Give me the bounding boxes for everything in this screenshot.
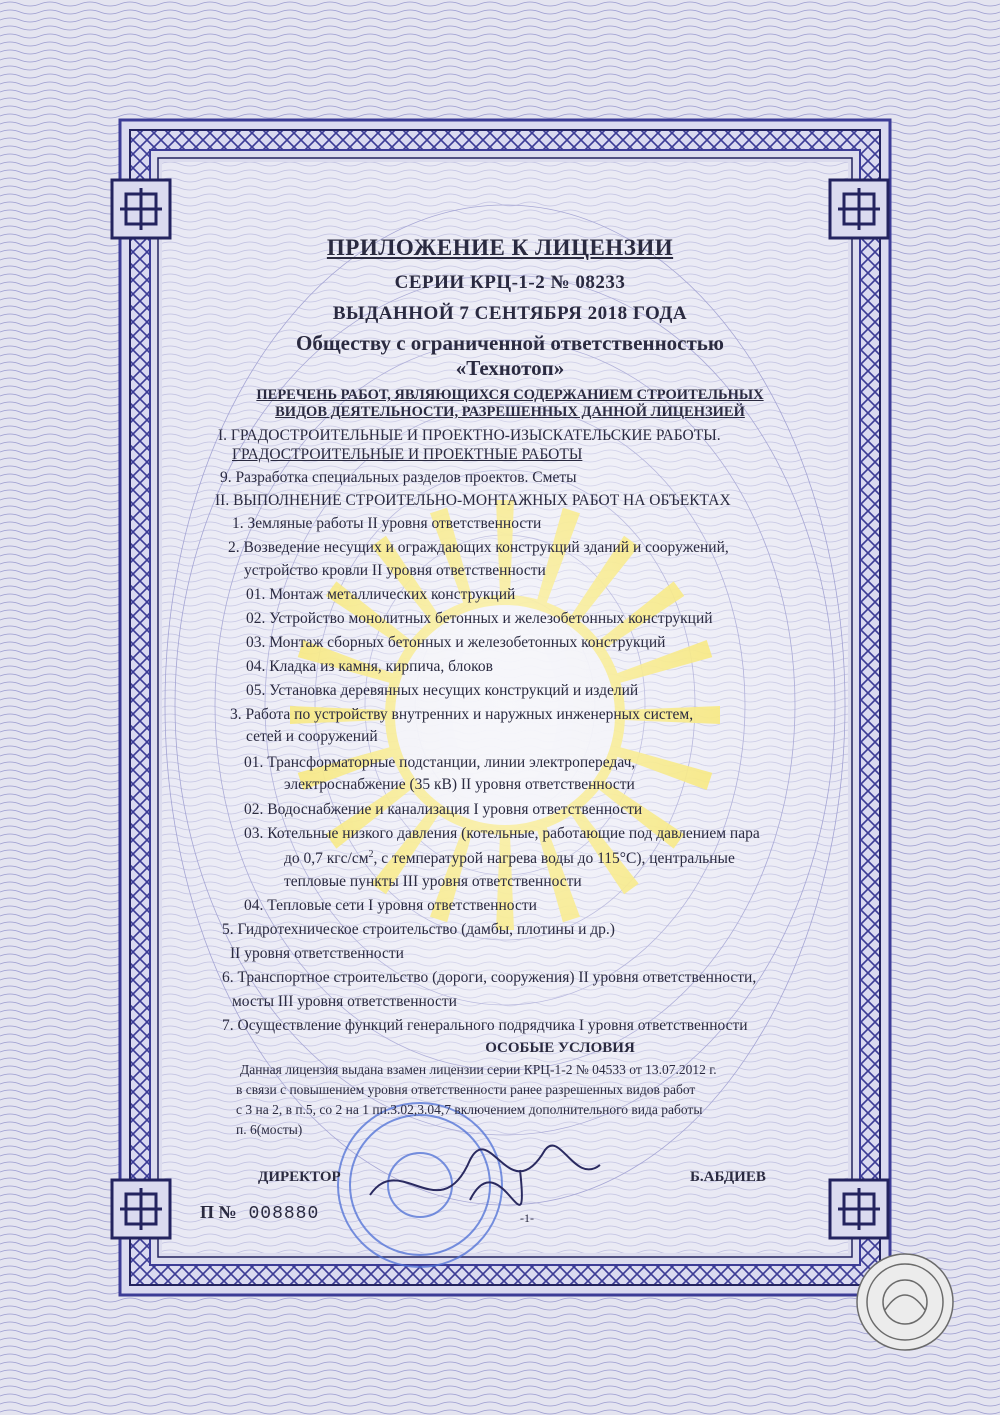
special-line-2: в связи с повышением уровня ответственности ранее разрешенных видов работ: [236, 1082, 696, 1097]
director-label: ДИРЕКТОР: [258, 1169, 341, 1185]
item-2-03: 03. Монтаж сборных бетонных и железобетонных конструкций: [246, 634, 666, 651]
works-header-line-2: ВИДОВ ДЕЯТЕЛЬНОСТИ, РАЗРЕШЕННЫХ ДАННОЙ ЛИЦЕНЗИЕЙ: [275, 404, 745, 420]
section-2-title: II. ВЫПОЛНЕНИЕ СТРОИТЕЛЬНО-МОНТАЖНЫХ РАБОТ НА ОБЪЕКТАХ: [215, 492, 731, 509]
item-3-03-line-1: 03. Котельные низкого давления (котельные, работающие под давлением пара: [244, 825, 760, 842]
company-line: Обществу с ограниченной ответственностью: [296, 331, 724, 355]
republic-seal: [857, 1254, 953, 1350]
page-number: -1-: [520, 1211, 534, 1225]
item-3-line-1: 3. Работа по устройству внутренних и наружных инженерных систем,: [230, 706, 694, 723]
issued-line: ВЫДАННОЙ 7 СЕНТЯБРЯ 2018 ГОДА: [332, 303, 688, 324]
special-line-1: Данная лицензия выдана взамен лицензии серии КРЦ-1-2 № 04533 от 13.07.2012 г.: [240, 1062, 717, 1077]
section-1-item-9: 9. Разработка специальных разделов проектов. Сметы: [220, 469, 577, 486]
special-line-3: с 3 на 2, в п.5, со 2 на 1 пп.3.02,3.04,7 включением дополнительного вида работы: [236, 1102, 703, 1117]
section-1-title: I. ГРАДОСТРОИТЕЛЬНЫЕ И ПРОЕКТНО-ИЗЫСКАТЕЛЬСКИЕ РАБОТЫ.: [218, 427, 721, 444]
item-7: 7. Осуществление функций генерального подрядчика I уровня ответственности: [222, 1017, 748, 1034]
form-number-value: 008880: [248, 1204, 320, 1224]
item-6-line-1: 6. Транспортное строительство (дороги, сооружения) II уровня ответственности,: [222, 969, 757, 986]
item-2-05: 05. Установка деревянных несущих конструкций и изделий: [246, 682, 639, 699]
item-3-02: 02. Водоснабжение и канализация I уровня ответственности: [244, 801, 643, 818]
item-3-04: 04. Тепловые сети I уровня ответственности: [244, 897, 537, 914]
item-5-line-2: II уровня ответственности: [230, 945, 404, 962]
item-5-line-1: 5. Гидротехническое строительство (дамбы, плотины и др.): [222, 921, 615, 938]
item-3-01-line-2: электроснабжение (35 кВ) II уровня ответственности: [284, 776, 635, 793]
document-title: ПРИЛОЖЕНИЕ К ЛИЦЕНЗИИ: [326, 235, 674, 260]
item-2-02: 02. Устройство монолитных бетонных и железобетонных конструкций: [246, 610, 713, 627]
item-3-line-2: сетей и сооружений: [246, 728, 378, 745]
item-3-03-line-2: до 0,7 кгс/$см^2$, с температурой нагрева воды до 115°С), центральные: [284, 849, 735, 868]
item-6-line-2: мосты III уровня ответственности: [232, 993, 457, 1010]
form-number: [200, 1203, 319, 1223]
item-1: 1. Земляные работы II уровня ответственности: [232, 515, 542, 532]
works-header-line-1: ПЕРЕЧЕНЬ РАБОТ, ЯВЛЯЮЩИХСЯ СОДЕРЖАНИЕМ СТРОИТЕЛЬНЫХ: [256, 387, 764, 403]
special-line-4: п. 6(мосты): [236, 1122, 303, 1137]
item-2-line-1: 2. Возведение несущих и ограждающих конструкций зданий и сооружений,: [228, 539, 729, 556]
item-3-01-line-1: 01. Трансформаторные подстанции, линии электропередач,: [244, 754, 636, 771]
item-2-04: 04. Кладка из камня, кирпича, блоков: [246, 658, 493, 675]
item-2-line-2: устройство кровли II уровня ответственности: [244, 562, 546, 579]
series-line: СЕРИИ КРЦ-1-2 № 08233: [394, 272, 626, 293]
section-1-subtitle: ГРАДОСТРОИТЕЛЬНЫЕ И ПРОЕКТНЫЕ РАБОТЫ: [232, 446, 583, 463]
special-conditions-title: ОСОБЫЕ УСЛОВИЯ: [485, 1040, 635, 1056]
corner-ornament-top-left: [112, 180, 170, 238]
director-name: Б.АБДИЕВ: [690, 1169, 766, 1185]
company-name: «Технотоп»: [455, 356, 565, 380]
item-2-01: 01. Монтаж металлических конструкций: [246, 586, 516, 603]
item-3-03-line-3: тепловые пункты III уровня ответственности: [284, 873, 582, 890]
corner-ornament-bottom-left: [112, 1180, 170, 1238]
form-number-label: П №: [200, 1202, 237, 1222]
